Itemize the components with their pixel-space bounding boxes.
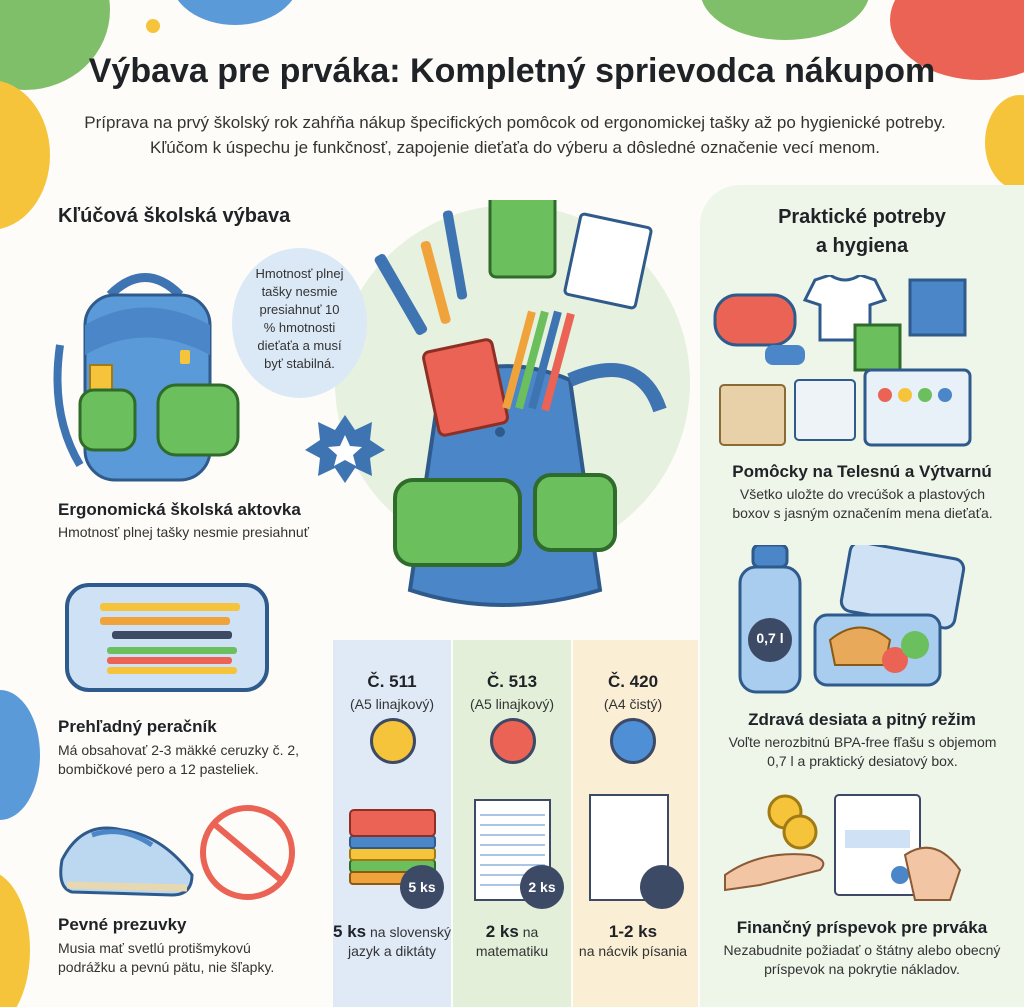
pe-art-text: Všetko uložte do vrecúšok a plastových boxov s jasným označením mena dieťaťa. [732,486,993,521]
decor-blob [0,690,40,820]
slippers-text: Musia mať svetlú protišmykovú podrážku a pevnú pätu, nie šľapky. [58,940,275,975]
qty-value: 2 ks [485,922,519,941]
water-bottle-illustration [735,545,805,695]
notebook-511-qty [333,922,451,961]
pe-art-supplies-illustration [710,275,980,450]
lunch-title: Zdravá desiata a pitný režim [748,710,976,729]
allowance-title: Finančný príspevok pre prváka [736,918,988,937]
notebook-blank-icon [610,718,656,764]
qty-value: 5 ks [333,922,367,941]
weight-tip-text: Hmotnosť plnej tašky nesmie presiahnuť 10 % hmotnosti dieťaťa a musí byť stabilná. [255,266,344,371]
notebook-511-header [333,672,451,712]
qty-value: 1-2 ks [608,922,658,941]
decor-blob [146,19,160,33]
page-title: Výbava pre prváka: Kompletný sprievodca nákupom [88,52,936,90]
qty-purpose: na matematiku [475,924,549,959]
notebook-type: (A5 linajkový) [349,696,435,712]
decor-blob [170,0,300,25]
slippers-title: Pevné prezuvky [58,915,187,934]
allowance-text: Nezabudnite požiadať o štátny alebo obecný príspevok na pokrytie nákladov. [723,942,1001,977]
decor-blob [985,95,1024,190]
right-section-title [700,203,1024,261]
notebook-number: Č. 420 [607,672,659,691]
notebook-type: (A5 linajkový) [469,696,555,712]
backpack-illustration [50,265,240,490]
quantity-badge: 2 ks [520,865,564,909]
notebook-lined-icon [370,718,416,764]
decor-blob [0,80,50,230]
shoes-illustration [52,800,202,900]
lunch-text: Voľte nerozbitnú BPA-free fľašu s objemom 0,7 l a praktický desiatový box. [728,734,997,769]
financial-allowance-illustration [720,790,970,905]
quantity-badge [640,865,684,909]
decor-blob [0,870,30,1007]
notebook-420-header [573,672,693,712]
quantity-badge: 5 ks [400,865,444,909]
notebook-420-qty [573,922,693,961]
qty-purpose: na slovenský jazyk a diktáty [348,924,451,959]
qty-purpose: na nácvik písania [578,943,688,959]
backpack-text: Hmotnosť plnej tašky nesmie presiahnuť [58,524,309,540]
notebook-number: Č. 513 [486,672,538,691]
decor-blob [700,0,870,40]
notebook-type: (A4 čistý) [603,696,663,712]
lunch-box-illustration [810,545,970,690]
center-backpack-illustration [300,200,700,620]
left-section-title: Kľúčová školská výbava [58,205,291,227]
notebook-513-header [453,672,571,712]
backpack-title: Ergonomická školská aktovka [58,500,301,519]
right-title-line1: Praktické potreby [778,206,946,228]
pe-art-title: Pomôcky na Telesnú a Výtvarnú [732,462,992,481]
right-title-line2: a hygiena [815,235,909,257]
intro-text: Príprava na prvý školský rok zahŕňa nákup špecifických pomôcok od ergonomickej tašky až po hygienické potreby. Kľúčom k úspechu je funkčnosť, zapojenie dieťaťa do výberu a dôsledné označenie vecí menom. [84,113,946,157]
pencil-case-title: Prehľadný peračník [58,717,217,736]
notebook-513-qty [453,922,571,961]
notebook-lined-icon [490,718,536,764]
pencil-case-text: Má obsahovať 2-3 mäkké ceruzky č. 2, bombičkové pero a 12 pasteliek. [58,742,300,777]
pencil-case-illustration [62,575,272,700]
bottle-volume-label: 0,7 l [756,630,784,646]
notebook-number: Č. 511 [367,672,417,691]
